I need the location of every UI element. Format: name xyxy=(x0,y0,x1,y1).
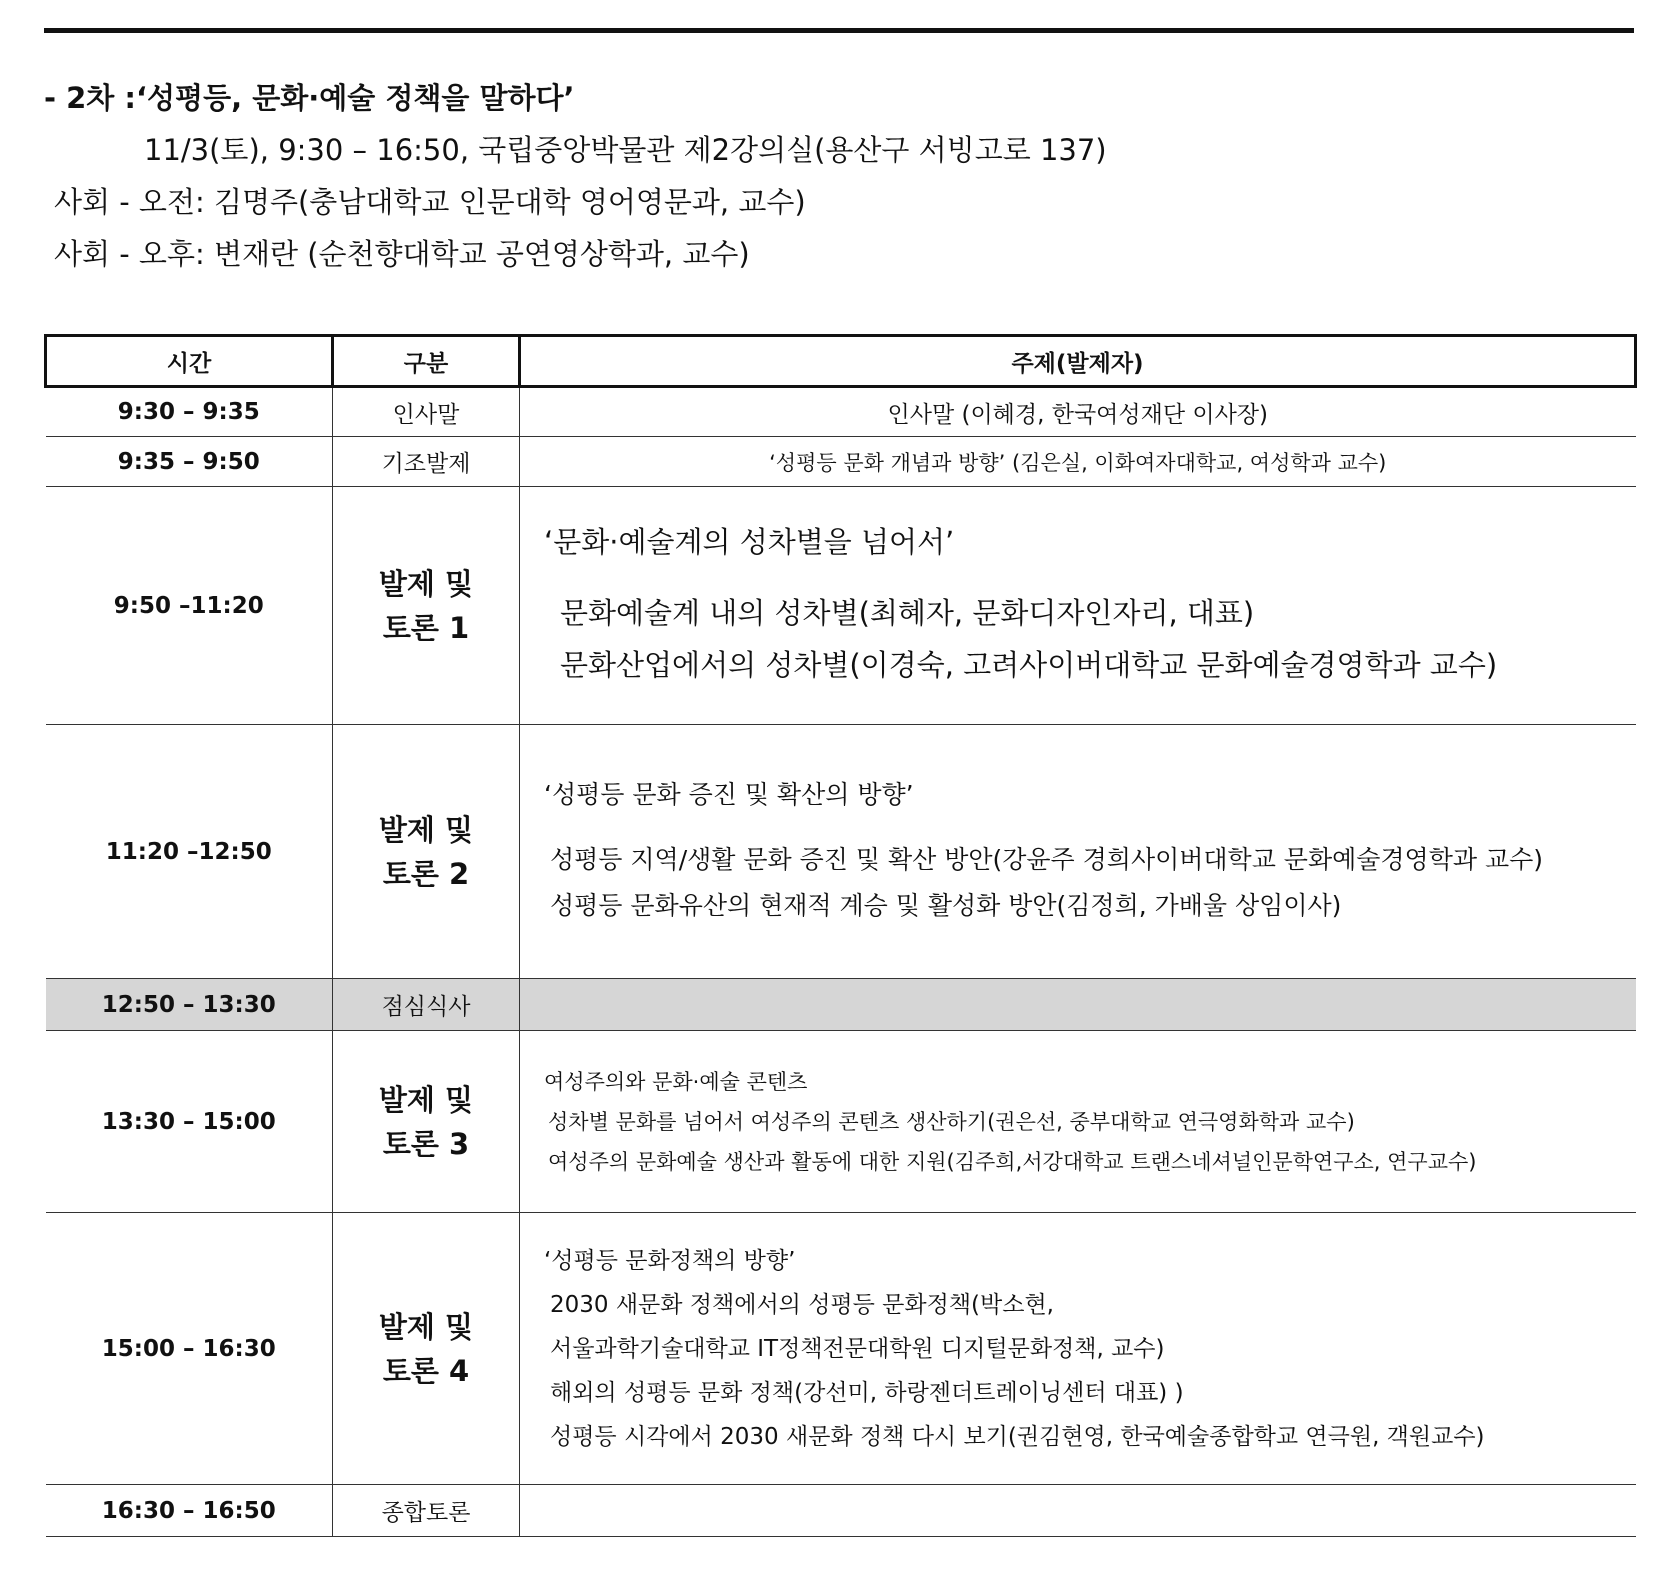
category-line: 토론 2 xyxy=(382,856,470,891)
column-header-time: 시간 xyxy=(46,336,333,387)
topic-item: 성차별 문화를 넘어서 여성주의 콘텐츠 생산하기(권은선, 중부대학교 연극영화학과 교수) xyxy=(548,1109,1355,1134)
row-category: 인사말 xyxy=(333,387,520,437)
row-category xyxy=(333,1213,520,1485)
category-line: 발제 및 xyxy=(378,1309,474,1344)
table-row xyxy=(46,725,1636,979)
column-header-topic: 주제(발제자) xyxy=(520,336,1636,387)
topic-title: 여성주의와 문화·예술 콘텐츠 xyxy=(544,1069,808,1094)
category-line: 토론 3 xyxy=(382,1126,470,1161)
schedule-table xyxy=(44,334,1637,1537)
event-header xyxy=(44,72,1634,280)
row-time: 11:20 –12:50 xyxy=(46,725,333,979)
table-row xyxy=(46,1485,1636,1537)
row-topic: ‘성평등 문화 개념과 방향’ (김은실, 이화여자대학교, 여성학과 교수) xyxy=(520,437,1636,487)
row-topic: 인사말 (이혜경, 한국여성재단 이사장) xyxy=(520,387,1636,437)
topic-item: 문화예술계 내의 성차별(최혜자, 문화디자인자리, 대표) xyxy=(560,596,1255,630)
row-time: 9:30 – 9:35 xyxy=(46,387,333,437)
row-topic xyxy=(520,725,1636,979)
host-morning: 사회 - 오전: 김명주(충남대학교 인문대학 영어영문과, 교수) xyxy=(54,185,806,219)
topic-item: 성평등 시각에서 2030 새문화 정책 다시 보기(권김현영, 한국예술종합학교 연극원, 객원교수) xyxy=(550,1423,1485,1450)
row-topic xyxy=(520,1485,1636,1537)
category-line: 토론 4 xyxy=(382,1353,470,1388)
table-row xyxy=(46,487,1636,725)
row-topic xyxy=(520,487,1636,725)
topic-title: ‘성평등 문화 증진 및 확산의 방향’ xyxy=(544,779,914,809)
row-topic xyxy=(520,1031,1636,1213)
row-time: 13:30 – 15:00 xyxy=(46,1031,333,1213)
topic-item: 해외의 성평등 문화 정책(강선미, 하랑젠더트레이닝센터 대표) ) xyxy=(550,1379,1184,1406)
row-time: 9:35 – 9:50 xyxy=(46,437,333,487)
category-line: 발제 및 xyxy=(378,812,474,847)
row-topic xyxy=(520,1213,1636,1485)
row-category: 점심식사 xyxy=(333,979,520,1031)
table-row xyxy=(46,437,1636,487)
table-row-lunch xyxy=(46,979,1636,1031)
row-time: 15:00 – 16:30 xyxy=(46,1213,333,1485)
row-time: 16:30 – 16:50 xyxy=(46,1485,333,1537)
row-time: 9:50 –11:20 xyxy=(46,487,333,725)
top-rule xyxy=(44,28,1634,33)
row-category: 기조발제 xyxy=(333,437,520,487)
row-time: 12:50 – 13:30 xyxy=(46,979,333,1031)
topic-item: 2030 새문화 정책에서의 성평등 문화정책(박소현, xyxy=(550,1291,1054,1318)
category-line: 발제 및 xyxy=(378,566,474,601)
table-row xyxy=(46,1213,1636,1485)
row-category xyxy=(333,725,520,979)
table-header-row xyxy=(46,336,1636,387)
column-header-category: 구분 xyxy=(333,336,520,387)
event-title: - 2차 :‘성평등, 문화·예술 정책을 말하다’ xyxy=(44,81,575,115)
topic-item: 여성주의 문화예술 생산과 활동에 대한 지원(김주희,서강대학교 트랜스네셔널인문학연구소, 연구교수) xyxy=(548,1149,1477,1174)
row-category xyxy=(333,487,520,725)
topic-title: ‘성평등 문화정책의 방향’ xyxy=(544,1247,796,1274)
row-category: 종합토론 xyxy=(333,1485,520,1537)
topic-title: ‘문화·예술계의 성차별을 넘어서’ xyxy=(544,525,955,559)
row-topic xyxy=(520,979,1636,1031)
topic-item: 서울과학기술대학교 IT정책전문대학원 디지털문화정책, 교수) xyxy=(550,1335,1165,1362)
table-row xyxy=(46,1031,1636,1213)
event-date-venue: 11/3(토), 9:30 – 16:50, 국립중앙박물관 제2강의실(용산구 서빙고로 137) xyxy=(144,133,1107,167)
topic-item: 성평등 문화유산의 현재적 계승 및 활성화 방안(김정희, 가배울 상임이사) xyxy=(550,890,1342,920)
row-category xyxy=(333,1031,520,1213)
host-afternoon: 사회 - 오후: 변재란 (순천향대학교 공연영상학과, 교수) xyxy=(54,237,750,271)
topic-item: 문화산업에서의 성차별(이경숙, 고려사이버대학교 문화예술경영학과 교수) xyxy=(560,648,1498,682)
table-row xyxy=(46,387,1636,437)
category-line: 발제 및 xyxy=(378,1082,474,1117)
category-line: 토론 1 xyxy=(382,610,470,645)
topic-item: 성평등 지역/생활 문화 증진 및 확산 방안(강윤주 경희사이버대학교 문화예술경영학과 교수) xyxy=(550,844,1544,874)
